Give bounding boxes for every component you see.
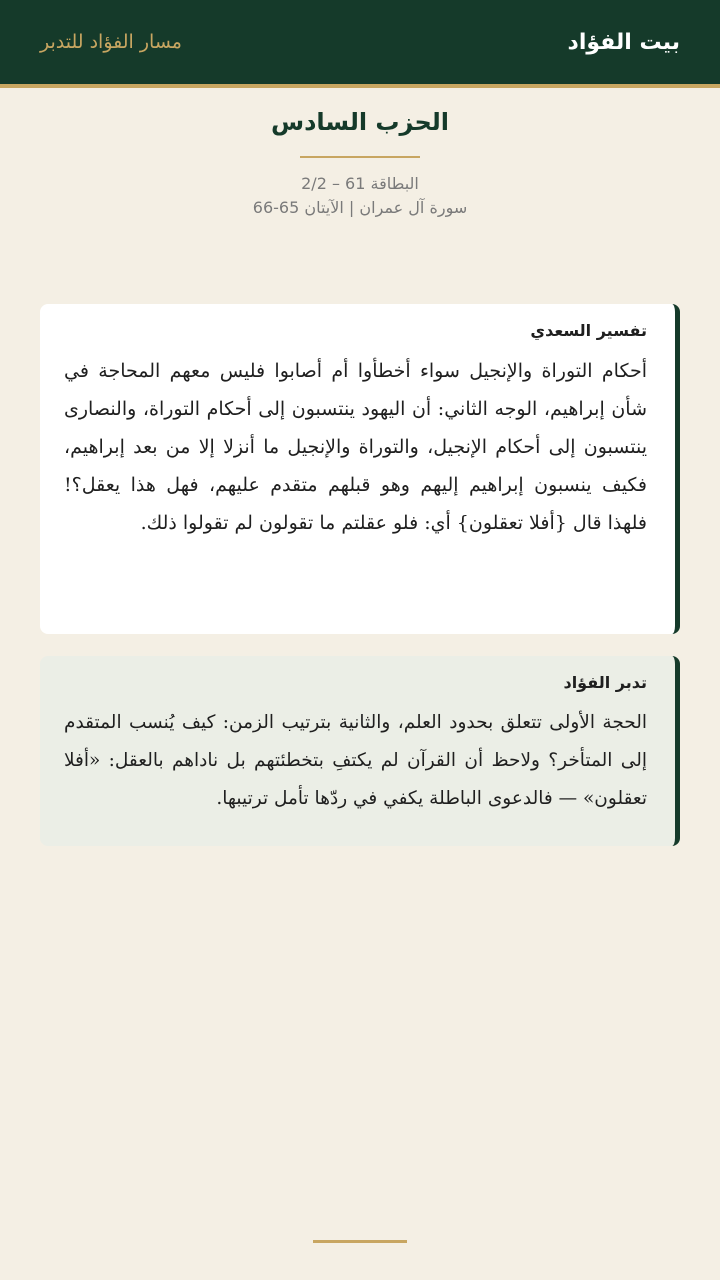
card-number: البطاقة 61 – 2/2 [301, 174, 419, 193]
tafsir-text: أحكام التوراة والإنجيل سواء أخطأوا أم أصابوا فليس معهم المحاجة في شأن إبراهيم، الوجه الثاني: أن اليهود ينتسبون إلى أحكام التوراة، والنصارى ينتسبون إلى أحكام الإنجيل، والتوراة والإنجيل ما أنزلا إلا من بعد إبراهيم، فكيف ينسبون إبراهيم إليهم وهو قبلهم متقدم عليهم، فهل هذا يعقل؟! فلهذا قال {أفلا تعقلون} أي: فلو عقلتم ما تقولون لم تقولوا ذلك. [64, 360, 648, 534]
path-link[interactable]: مسار الفؤاد للتدبر [40, 31, 182, 53]
brand-title[interactable]: بيت الفؤاد [567, 29, 680, 55]
surah-reference: سورة آل عمران | الآيتان 65-66 [252, 198, 468, 217]
tadabbur-text: الحجة الأولى تتعلق بحدود العلم، والثانية بترتيب الزمن: كيف يُنسب المتقدم إلى المتأخر؟ ولاحظ أن القرآن لم يكتفِ بتخطئتهم بل ناداهم بالعقل: «أفلا تعقلون» — فالدعوى الباطلة يكفي في ردّها تأمل ترتيبها. [64, 712, 647, 809]
tafsir-panel [40, 304, 680, 634]
title-divider [300, 156, 420, 158]
tadabbur-panel [40, 656, 680, 846]
top-bar [0, 0, 720, 84]
tafsir-heading: تفسير السعدي [530, 321, 647, 340]
card-header [0, 104, 720, 220]
page-title: الحزب السادس [270, 108, 450, 136]
bottom-divider [313, 1240, 407, 1243]
top-bar-divider [0, 84, 720, 88]
tadabbur-heading: تدبر الفؤاد [563, 673, 647, 692]
